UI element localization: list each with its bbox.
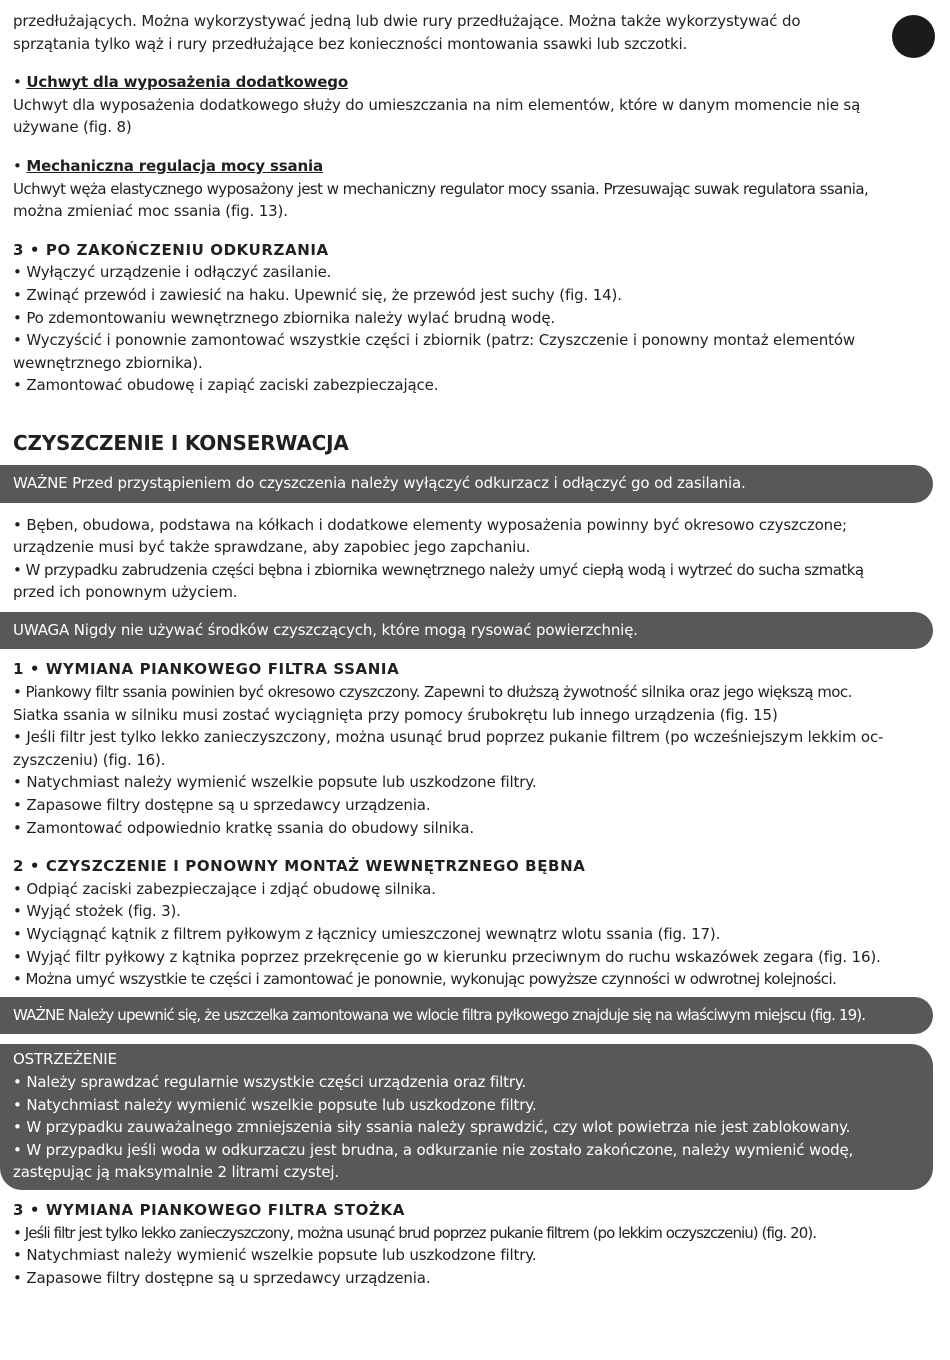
warning-box — [0, 1044, 933, 1190]
holder-title-line — [13, 71, 938, 94]
intro-line: sprzątania tylko wąż i rury przedłużające bez konieczności montowania ssawki lub szczotki. — [13, 34, 688, 53]
warning-line: zastępując ją maksymalnie 2 litrami czystej. — [13, 1163, 340, 1182]
seal-important-banner: WAŻNE Należy upewnić się, że uszczelka zamontowana we wlocie filtra pyłkowego znajduje się na właściwym miejscu (fig. 19). — [0, 997, 933, 1035]
suction-line: można zmieniać moc ssania (fig. 13). — [13, 202, 288, 221]
warning-line: • Natychmiast należy wymienić wszelkie popsute lub uszkodzone filtry. — [13, 1095, 537, 1114]
after-line: • Wyczyścić i ponownie zamontować wszystkie części i zbiornik (patrz: Czyszczenie i ponowny montaż elementów — [13, 331, 855, 350]
warning-title: OSTRZEŻENIE — [13, 1050, 117, 1069]
after-line: • Wyłączyć urządzenie i odłączyć zasilanie. — [13, 263, 332, 282]
cone-line: • Natychmiast należy wymienić wszelkie popsute lub uszkodzone filtry. — [13, 1246, 537, 1265]
foam-line: • Piankowy filtr ssania powinien być okresowo czyszczony. Zapewni to dłuższą żywotność silnika oraz jego większą moc. — [13, 683, 852, 702]
after-line: • Po zdemontowaniu wewnętrznego zbiornika należy wylać brudną wodę. — [13, 308, 556, 327]
suction-line: Uchwyt węża elastycznego wyposażony jest w mechaniczny regulator mocy ssania. Przesuwając suwak regulatora ssania, — [13, 179, 869, 198]
after-line: wewnętrznego zbiornika). — [13, 353, 203, 372]
foam-line: Siatka ssania w silniku musi zostać wyciągnięta przy pomocy śrubokrętu lub innego urządzenia (fig. 15) — [13, 705, 778, 724]
bullet: • — [13, 156, 22, 175]
cleaning-line: urządzenie musi być także sprawdzane, aby zapobiec jego zapchaniu. — [13, 538, 531, 557]
holder-line: Uchwyt dla wyposażenia dodatkowego służy do umieszczania na nim elementów, które w danym momencie nie są — [13, 95, 861, 114]
warning-line: • Należy sprawdzać regularnie wszystkie części urządzenia oraz filtry. — [13, 1072, 527, 1091]
cleaning-title: CZYSZCZENIE I KONSERWACJA — [13, 430, 349, 455]
cone-line: • Zapasowe filtry dostępne są u sprzedawcy urządzenia. — [13, 1268, 431, 1287]
foam-line: • Zamontować odpowiednio kratkę ssania do obudowy silnika. — [13, 818, 474, 837]
suction-title-line — [13, 155, 938, 178]
foam-line: • Natychmiast należy wymienić wszelkie popsute lub uszkodzone filtry. — [13, 773, 537, 792]
cleaning-line: • Bęben, obudowa, podstawa na kółkach i dodatkowe elementy wyposażenia powinny być okresowo czyszczone; — [13, 515, 847, 534]
suction-title: Mechaniczna regulacja mocy ssania — [26, 156, 324, 175]
document-page — [13, 10, 938, 1289]
after-heading: 3 • PO ZAKOŃCZENIU ODKURZANIA — [13, 240, 329, 259]
warning-line: • W przypadku zauważalnego zmniejszenia siły ssania należy sprawdzić, czy wlot powietrza nie jest zablokowany. — [13, 1118, 851, 1137]
bullet: • — [13, 73, 22, 92]
foam-heading: 1 • WYMIANA PIANKOWEGO FILTRA SSANIA — [13, 660, 400, 679]
cone-line: • Jeśli filtr jest tylko lekko zanieczyszczony, można usunąć brud poprzez pukanie filtrem (po lekkim oczyszczeniu) (fig. 20). — [13, 1223, 817, 1242]
after-line: • Zamontować obudowę i zapiąć zaciski zabezpieczające. — [13, 376, 439, 395]
cleaning-line: przed ich ponownym użyciem. — [13, 583, 238, 602]
foam-line: • Zapasowe filtry dostępne są u sprzedawcy urządzenia. — [13, 796, 431, 815]
drum-line: • Wyjąć stożek (fig. 3). — [13, 902, 181, 921]
holder-line: używane (fig. 8) — [13, 118, 132, 137]
after-line: • Zwinąć przewód i zawiesić na haku. Upewnić się, że przewód jest suchy (fig. 14). — [13, 285, 622, 304]
drum-line: • Można umyć wszystkie te części i zamontować je ponownie, wykonując powyższe czynności w odwrotnej kolejności. — [13, 970, 837, 989]
cleaning-line: • W przypadku zabrudzenia części bębna i zbiornika wewnętrznego należy umyć ciepłą wodą i wytrzeć do sucha szmatką — [13, 560, 864, 579]
drum-line: • Wyjąć filtr pyłkowy z kątnika poprzez przekręcenie go w kierunku przeciwnym do ruchu wskazówek zegara (fig. 16). — [13, 947, 881, 966]
intro-line: przedłużających. Można wykorzystywać jedną lub dwie rury przedłużające. Można także wykorzystywać do — [13, 12, 801, 30]
foam-line: • Jeśli filtr jest tylko lekko zanieczyszczony, można usunąć brud poprzez pukanie filtrem (po wcześniejszym lekkim oc- — [13, 728, 884, 747]
drum-line: • Wyciągnąć kątnik z filtrem pyłkowym z łącznicy umieszczonej wewnątrz wlotu ssania (fig. 17). — [13, 925, 721, 943]
holder-title: Uchwyt dla wyposażenia dodatkowego — [26, 73, 349, 92]
important-banner: WAŻNE Przed przystąpieniem do czyszczenia należy wyłączyć odkurzacz i odłączyć go od zasilania. — [0, 465, 933, 503]
warning-line: • W przypadku jeśli woda w odkurzaczu jest brudna, a odkurzanie nie zostało zakończone, należy wymienić wodę, — [13, 1140, 854, 1159]
caution-banner: UWAGA Nigdy nie używać środków czyszczących, które mogą rysować powierzchnię. — [0, 612, 933, 650]
drum-line: • Odpiąć zaciski zabezpieczające i zdjąć obudowę silnika. — [13, 879, 436, 898]
foam-line: zyszczeniu) (fig. 16). — [13, 750, 166, 769]
drum-heading: 2 • CZYSZCZENIE I PONOWNY MONTAŻ WEWNĘTRZNEGO BĘBNA — [13, 857, 586, 876]
cone-heading: 3 • WYMIANA PIANKOWEGO FILTRA STOŻKA — [13, 1200, 405, 1219]
